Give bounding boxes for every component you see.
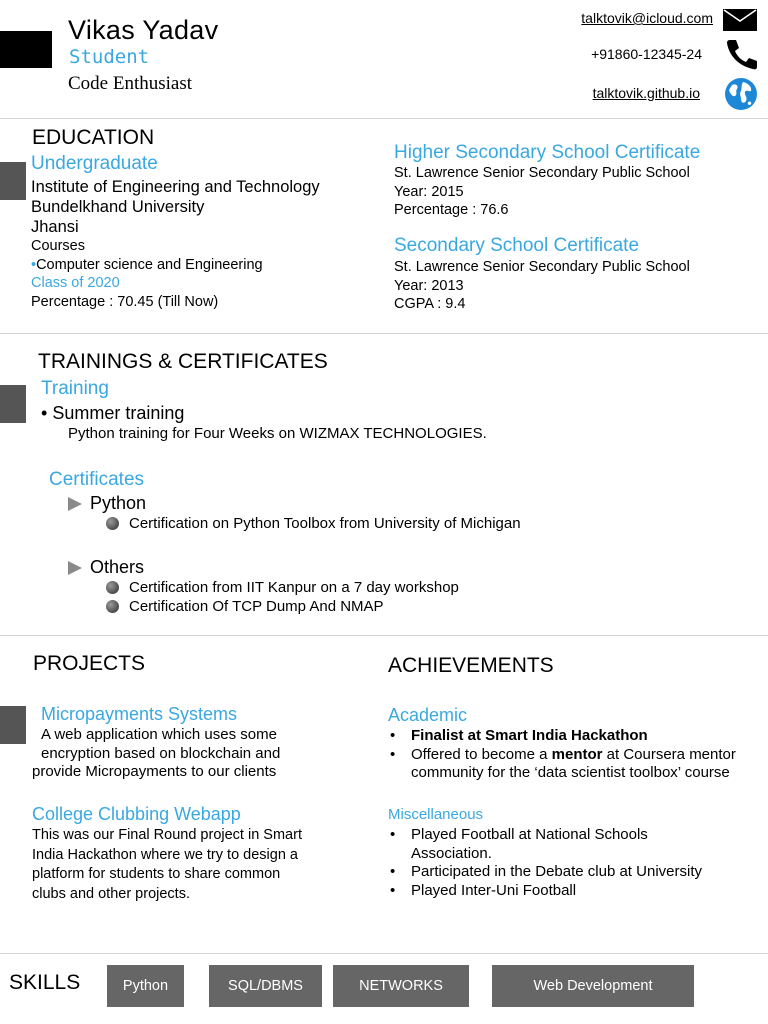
divider [0, 118, 768, 119]
ug-percentage: Percentage : 70.45 (Till Now) [31, 293, 219, 310]
others-cert-2: Certification Of TCP Dump And NMAP [106, 598, 384, 617]
academic-list [388, 727, 758, 783]
achievement-item: • Played Inter-Uni Football [388, 882, 708, 901]
misc-title: Miscellaneous [388, 806, 484, 823]
skills-heading: SKILLS [9, 971, 81, 994]
project-1-title: Micropayments Systems [41, 704, 238, 724]
triangle-bullet-icon [68, 497, 82, 511]
others-cert-group [68, 556, 144, 578]
hsc-score: Percentage : 76.6 [394, 202, 509, 218]
ssc-details [394, 258, 768, 314]
training-title: Training [41, 378, 109, 399]
trainings-heading: TRAININGS & CERTIFICATES [38, 350, 328, 373]
courses-label: Courses [31, 238, 85, 254]
section-marker [0, 706, 26, 744]
globe-icon [724, 77, 758, 116]
section-marker [0, 385, 26, 423]
achievement-item: • Offered to become a mentor at Coursera mentor community for the ‘data scientist toolbox’ course [388, 746, 758, 783]
phone-icon [724, 38, 758, 75]
class-of: Class of 2020 [31, 275, 120, 291]
projects-heading: PROJECTS [33, 652, 146, 675]
person-tagline: Code Enthusiast [68, 73, 193, 94]
academic-title: Academic [388, 705, 468, 725]
university-name: Bundelkhand University [31, 198, 205, 216]
circle-bullet-icon [106, 517, 119, 530]
training-item: • Summer training [41, 403, 185, 423]
undergraduate-title: Undergraduate [31, 153, 158, 174]
header-black-block [0, 31, 52, 68]
triangle-bullet-icon [68, 561, 82, 575]
divider [0, 953, 768, 954]
circle-bullet-icon [106, 600, 119, 613]
skill-badge-sql: SQL/DBMS [209, 965, 322, 1007]
skill-badge-networks: NETWORKS [333, 965, 469, 1007]
achievements-heading: ACHIEVEMENTS [388, 654, 554, 677]
skill-badge-python: Python [107, 965, 184, 1007]
hsc-title: Higher Secondary School Certificate [394, 142, 701, 163]
misc-list [388, 826, 708, 900]
ssc-score: CGPA : 9.4 [394, 296, 466, 312]
certificates-title: Certificates [49, 469, 145, 490]
python-label-row: Python [68, 492, 146, 514]
python-cert-group [68, 492, 146, 514]
hsc-school: St. Lawrence Senior Secondary Public School [394, 165, 690, 181]
undergraduate-details [31, 177, 391, 311]
project-1-desc: A web application which uses some encryption based on blockchain and provide Micropayments to our clients [32, 726, 281, 780]
person-name: Vikas Yadav [68, 15, 219, 45]
person-role: Student [69, 46, 150, 68]
envelope-icon [723, 9, 757, 36]
ssc-title: Secondary School Certificate [394, 235, 640, 256]
achievement-item: • Participated in the Debate club at University [388, 863, 708, 882]
circle-bullet-icon [106, 581, 119, 594]
ssc-school: St. Lawrence Senior Secondary Public School [394, 259, 690, 275]
hsc-details [394, 164, 768, 220]
divider [0, 635, 768, 636]
project-2-desc: This was our Final Round project in Smart India Hackathon where we try to design a platform for students to share common clubs and other projects. [32, 827, 302, 902]
city-name: Jhansi [31, 218, 79, 236]
python-cert: Certification on Python Toolbox from University of Michigan [106, 515, 521, 534]
phone-number: +91860-12345-24 [591, 46, 702, 62]
email-link[interactable]: talktovik@icloud.com [581, 10, 713, 26]
others-cert-1: Certification from IIT Kanpur on a 7 day workshop [106, 579, 459, 598]
achievement-item: • Played Football at National Schools Association. [388, 826, 708, 863]
achievement-item: • Finalist at Smart India Hackathon [388, 727, 758, 746]
section-marker [0, 162, 26, 200]
institute-name: Institute of Engineering and Technology [31, 178, 320, 196]
skill-badge-webdev: Web Development [492, 965, 694, 1007]
education-heading: EDUCATION [32, 126, 155, 149]
hsc-year: Year: 2015 [394, 183, 464, 200]
others-label-row: Others [68, 556, 144, 578]
training-desc: Python training for Four Weeks on WIZMAX TECHNOLOGIES. [68, 425, 487, 442]
website-link[interactable]: talktovik.github.io [592, 85, 700, 101]
divider [0, 333, 768, 334]
project-2-title: College Clubbing Webapp [32, 804, 241, 824]
course-item: •Computer science and Engineering [31, 256, 263, 273]
ssc-year: Year: 2013 [394, 277, 464, 294]
